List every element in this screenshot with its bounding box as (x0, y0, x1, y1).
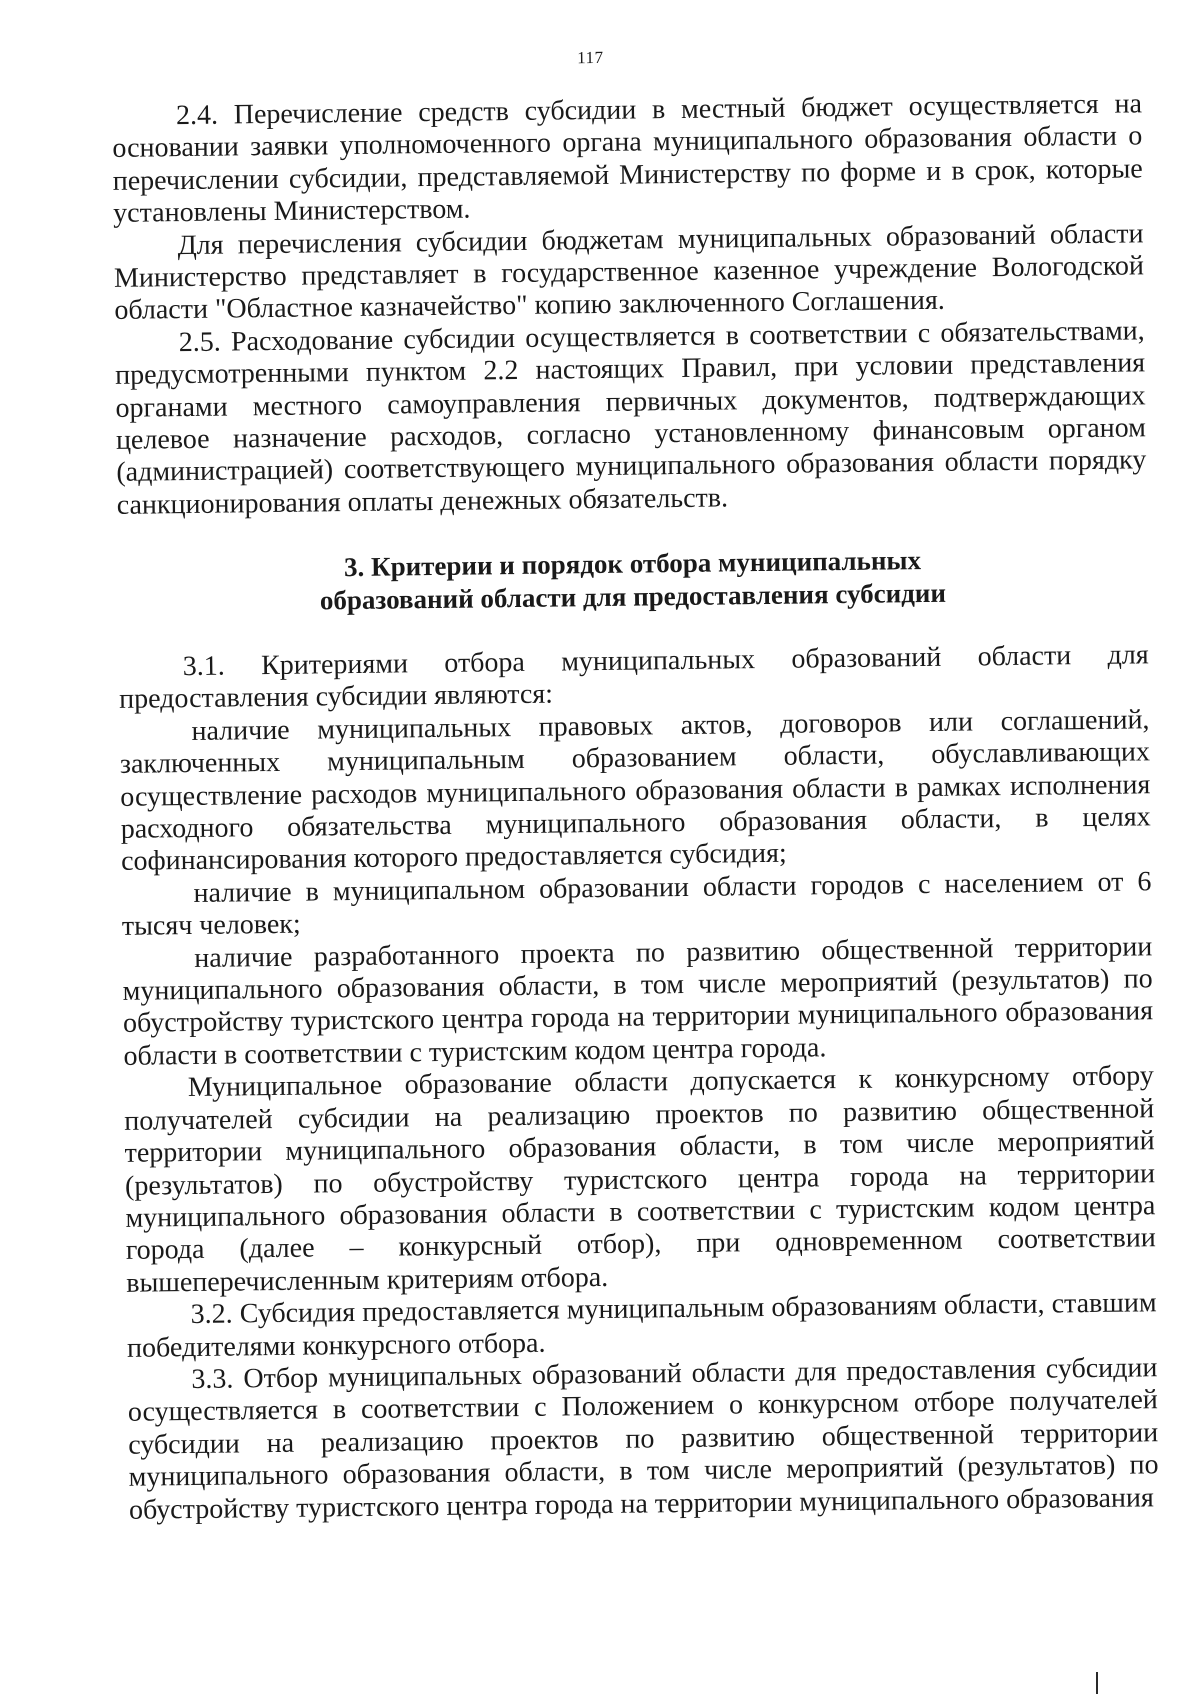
paragraph-3-1: 3.1. Критериями отбора муниципальных образований области для предоставления субсидии являются: (118, 639, 1149, 716)
paragraph-3-3: 3.3. Отбор муниципальных образований области для предоставления субсидии осуществляется в соответствии с Положением о конкурсном отборе получателей субсидии на реализацию проектов по развитию общественной территории муниципального образования области, в том числе мероприятий (результатов) по обустройству туристского центра города на территории муниципального образования (127, 1352, 1159, 1526)
section-3-heading (117, 541, 1148, 620)
paragraph-2-4-transfer: Для перечисления субсидии бюджетам муниципальных образований области Министерство представляет в государственное казенное учреждение Вологодской области "Областное казначейство" копию заключенного Соглашения. (113, 217, 1145, 327)
criterion-legal-acts: наличие муниципальных правовых актов, договоров или соглашений, заключенных муниципальным образованием области, обуславливающих осуществление расходов муниципального образования области в рамках исполнения расходного обязательства муниципального образования области, в целях софинансирования которого предоставляется субсидия; (119, 704, 1151, 878)
paragraph-admission: Муниципальное образование области допускается к конкурсному отбору получателей субсидии на реализацию проектов по развитию общественной территории муниципального образования области, в том числе мероприятий (результатов) по обустройству туристского центра города на территории муниципального образования области в соответствии с туристским кодом центра города (далее – конкурсный отбор), при одновременном соответствии вышеперечисленным критериям отбора. (124, 1060, 1156, 1299)
criterion-population: наличие в муниципальном образовании области городов с населением от 6 тысяч человек; (121, 866, 1152, 943)
criterion-project: наличие разработанного проекта по развитию общественной территории муниципального образования области, в том числе мероприятий (результатов) по обустройству туристского центра города на территории муниципального образования области в соответствии с туристским кодом центра города. (122, 930, 1154, 1072)
section-3-heading-line-2: образований области для предоставления субсидии (319, 577, 947, 616)
section-3-heading-line-1: 3. Критерии и порядок отбора муниципальных (343, 545, 922, 583)
paragraph-3-2: 3.2. Субсидия предоставляется муниципальным образованиям области, ставшим победителями конкурсного отбора. (126, 1287, 1157, 1364)
section-2-text (112, 88, 1147, 522)
page-number: 117 (577, 47, 604, 68)
scan-edge-mark (1096, 1672, 1098, 1694)
paragraph-2-5: 2.5. Расходование субсидии осуществляется в соответствии с обязательствами, предусмотренными пунктом 2.2 настоящих Правил, при условии представления органами местного самоуправления первичных документов, подтверждающих целевое назначение расходов, согласно установленному финансовым органом (администрацией) соответствующего муниципального образования области порядку санкционирования оплаты денежных обязательств. (114, 315, 1147, 521)
section-3-text (119, 639, 1160, 1526)
paragraph-2-4: 2.4. Перечисление средств субсидии в местный бюджет осуществляется на основании заявки уполномоченного органа муниципального образования области о перечислении субсидии, представляемой Министерству по форме и в срок, которые установлены Министерством. (112, 88, 1143, 230)
